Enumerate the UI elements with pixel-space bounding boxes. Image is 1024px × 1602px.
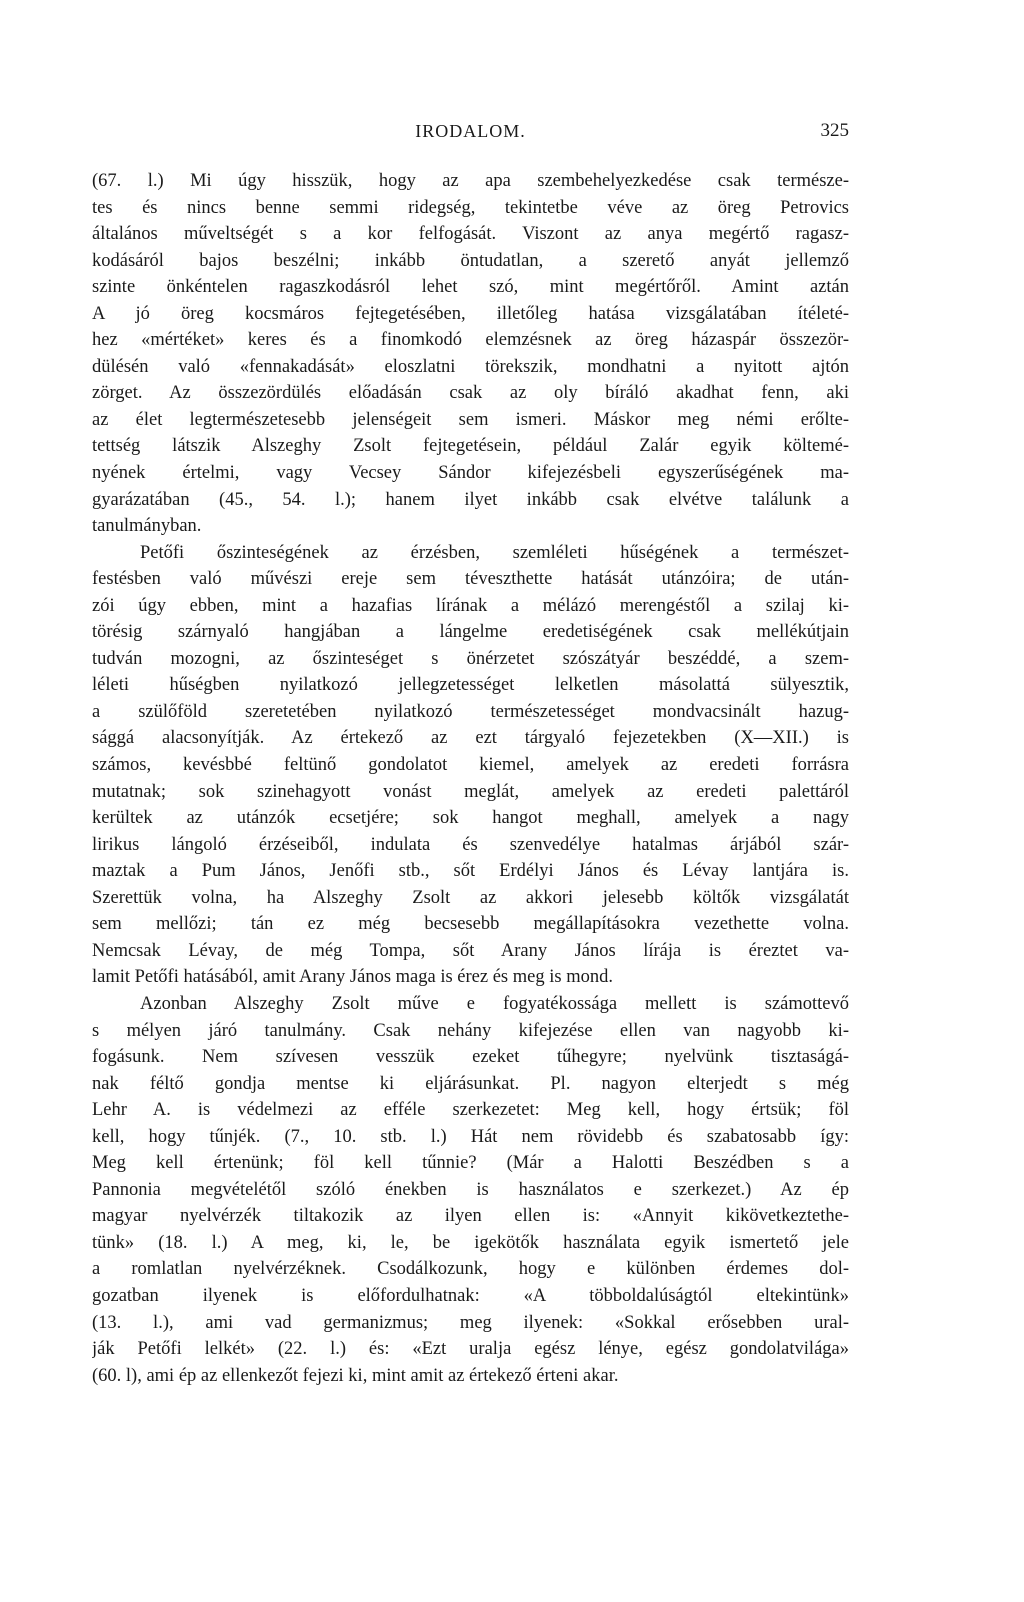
text-line: a szülőföld szeretetében nyilatkozó természetességet mondvacsinált hazug- xyxy=(92,701,849,722)
text-line: (67. l.) Mi úgy hisszük, hogy az apa szembehelyezkedése csak természe- xyxy=(92,171,849,191)
text-line: kodásáról bajos beszélni; inkább öntudatlan, a szerető anyát jellemző xyxy=(92,250,849,271)
text-line: maztak a Pum János, Jenőfi stb., sőt Erdélyi János és Lévay lantjára is. xyxy=(92,861,849,882)
text-line: gozatban ilyenek is előfordulhatnak: «A többoldalúságtól eltekintünk» xyxy=(92,1285,849,1306)
text-line: Azonban Alszeghy Zsolt műve e fogyatékossága mellett is számottevő xyxy=(140,993,849,1014)
text-line: ják Petőfi lelkét» (22. l.) és: «Ezt uralja egész lénye, egész gondolatvilága» xyxy=(92,1339,849,1360)
text-line: a romlatlan nyelvérzéknek. Csodálkozunk, hogy e különben érdemes dol- xyxy=(92,1259,849,1280)
text-line: szinte önkéntelen ragaszkodásról lehet szó, mint megértőről. Amint aztán xyxy=(92,277,849,298)
text-line: lirikus lángoló érzéseiből, indulata és szenvedélye hatalmas árjából szár- xyxy=(92,834,849,855)
text-line: léleti hűségben nyilatkozó jellegzetességet lelketlen másolattá sülyesztik, xyxy=(92,675,849,696)
text-line: lamit Petőfi hatásából, amit Arany János maga is érez és meg is mond. xyxy=(92,967,613,988)
text-line: A jó öreg kocsmáros fejtegetésében, illetőleg hatása vizsgálatában ítéleté- xyxy=(92,303,849,324)
body-text xyxy=(92,168,849,1389)
text-line: gyarázatában (45., 54. l.); hanem ilyet inkább csak elvétve találunk a xyxy=(92,489,849,510)
text-line: hez «mértéket» keres és a finomkodó elemzésnek az öreg házaspár összezör- xyxy=(92,330,849,351)
text-line: sem mellőzi; tán ez még becsesebb megállapításokra vezethette volna. xyxy=(92,914,849,935)
text-line: tes és nincs benne semmi ridegség, tekintetbe véve az öreg Petrovics xyxy=(92,197,849,218)
text-line: sággá alacsonyítják. Az értekező az ezt tárgyaló fejezetekben (X—XII.) is xyxy=(92,728,849,749)
text-line: Petőfi őszinteségének az érzésben, szemléleti hűségének a természet- xyxy=(140,542,849,563)
text-line: zörget. Az összezördülés előadásán csak az oly bíráló akadhat fenn, aki xyxy=(92,383,849,404)
text-line: nyének értelmi, vagy Vecsey Sándor kifejezésbeli egyszerűségének ma- xyxy=(92,463,849,484)
text-line: festésben való művészi ereje sem téveszthette hatását utánzóira; de után- xyxy=(92,569,849,590)
running-head xyxy=(92,118,849,144)
paragraph xyxy=(92,540,849,991)
text-line: kell, hogy tűnjék. (7., 10. stb. l.) Hát nem rövidebb és szabatosabb így: xyxy=(92,1126,849,1147)
text-line: (13. l.), ami vad germanizmus; meg ilyenek: «Sokkal erősebben ural- xyxy=(92,1312,849,1333)
text-line: fogásunk. Nem szívesen vesszük ezeket tűhegyre; nyelvünk tisztaságá- xyxy=(92,1047,849,1068)
text-line: tanulmányban. xyxy=(92,516,202,537)
text-line: Lehr A. is védelmezi az efféle szerkezetet: Meg kell, hogy értsük; föl xyxy=(92,1100,849,1121)
text-line: Nemcsak Lévay, de még Tompa, sőt Arany János lírája is éreztet va- xyxy=(92,940,849,961)
text-line: s mélyen járó tanulmány. Csak nehány kifejezése ellen van nagyobb ki- xyxy=(92,1020,849,1041)
text-line: általános műveltségét s a kor felfogását. Viszont az anya megértő ragasz- xyxy=(92,224,849,245)
text-line: zói úgy ebben, mint a hazafias lírának a mélázó merengéstől a szilaj ki- xyxy=(92,595,849,616)
page-number: 325 xyxy=(820,120,849,141)
text-line: kerültek az utánzók ecsetjére; sok hangot meghall, amelyek a nagy xyxy=(92,808,849,829)
text-line: Szerettük volna, ha Alszeghy Zsolt az akkori jelesebb költők vizsgálatát xyxy=(92,887,849,908)
text-line: törésig szárnyaló hangjában a lángelme eredetiségének csak mellékútjain xyxy=(92,622,849,643)
text-line: Meg kell értenünk; föl kell tűnnie? (Már a Halotti Beszédben s a xyxy=(92,1153,849,1174)
text-line: magyar nyelvérzék tiltakozik az ilyen ellen is: «Annyit kikövetkeztethe- xyxy=(92,1206,849,1227)
paragraph xyxy=(92,168,849,540)
text-line: Pannonia megvételétől szóló énekben is használatos e szerkezet.) Az ép xyxy=(92,1179,849,1200)
text-line: (60. l), ami ép az ellenkezőt fejezi ki, mint amit az értekező érteni akar. xyxy=(92,1365,619,1386)
running-title: IRODALOM. xyxy=(415,121,526,141)
text-line: az élet legtermészetesebb jelenségeit sem ismeri. Máskor meg némi erőlte- xyxy=(92,409,849,430)
text-line: tudván mozogni, az őszinteséget s önérzetet szószátyár beszéddé, a szem- xyxy=(92,648,849,669)
text-line: számos, kevésbbé feltünő gondolatot kiemel, amelyek az eredeti forrásra xyxy=(92,755,849,776)
paragraph xyxy=(92,991,849,1389)
text-line: tünk» (18. l.) A meg, ki, le, be igekötők használata egyik ismertető jele xyxy=(92,1232,849,1253)
text-line: mutatnak; sok szinehagyott vonást meglát, amelyek az eredeti palettáról xyxy=(92,781,849,802)
text-line: nak féltő gondja mentse ki eljárásunkat. Pl. nagyon elterjedt s még xyxy=(92,1073,849,1094)
text-line: tettség látszik Alszeghy Zsolt fejtegetésein, például Zalár egyik költemé- xyxy=(92,436,849,457)
text-line: dülésén való «fennakadását» eloszlatni törekszik, mondhatni a nyitott ajtón xyxy=(92,356,849,377)
